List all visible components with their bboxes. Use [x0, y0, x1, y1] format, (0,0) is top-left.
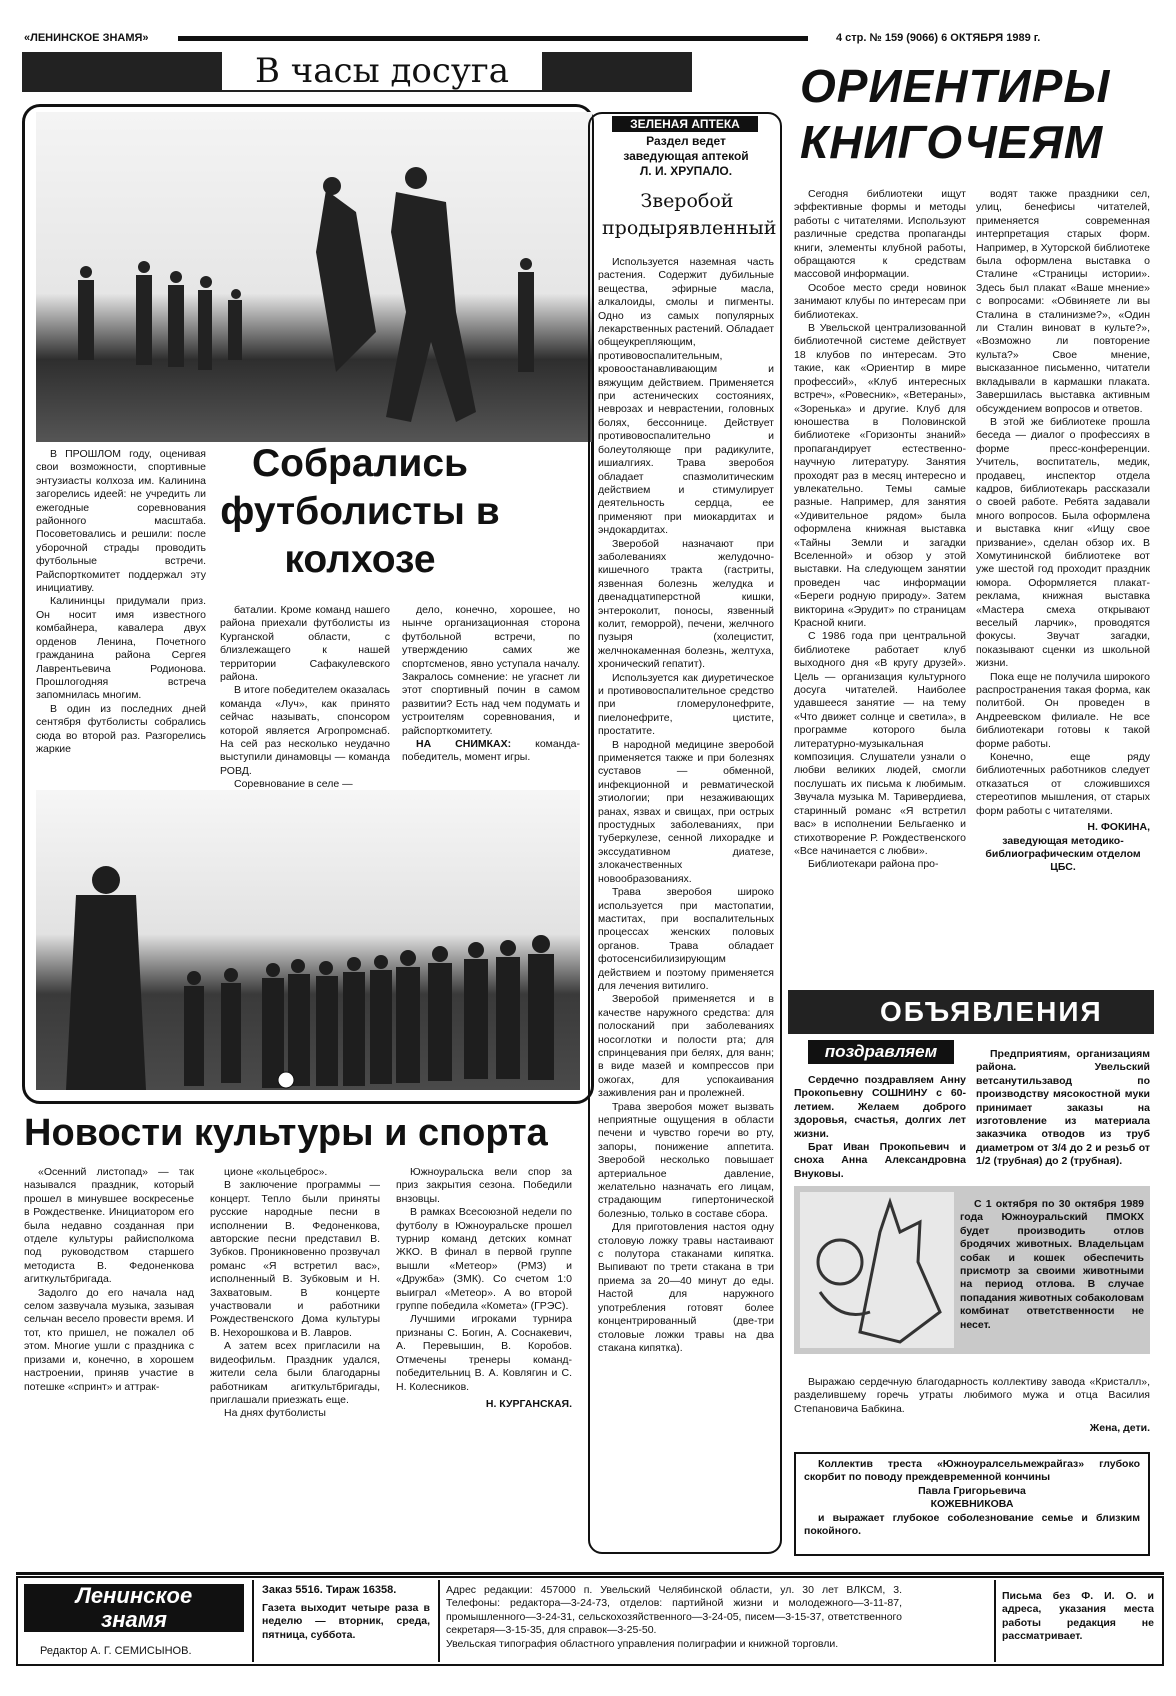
team-photo — [36, 790, 580, 1090]
congrats-sign: Брат Иван Прокопьевич и сноха Анна Александровна Внуковы. — [794, 1141, 966, 1180]
ads-banner: ОБЪЯВЛЕНИЯ — [880, 996, 1103, 1027]
pharmacy-paragraph: Зверобой назначают при заболеваниях желудочно-кишечного тракта (гастриты, язвенная болезнь желудка и двенадцатиперстной кишки, энтероколит, поносы, язвенный колит, геморрой), печени, желчного пузыря (холецистит, желчнокаменная болезнь, желтуха, хронический гепатит). — [598, 537, 774, 671]
footer-address — [446, 1584, 902, 1651]
leisure-paragraph: Калининцы придумали приз. Он носит имя известного комбайнера, кавалера двух орденов Ленина, Почетного гражданина района Сергея Лаврентьевича Родионова. Прошлогодняя встреча запомнилась многим. — [36, 595, 206, 702]
pharmacy-paragraph: Используется как диуретическое и противовоспалительное средство при гломерулонефрите, пиелонефрите, цистите, простатите. — [598, 671, 774, 738]
factory-ad — [976, 1048, 1150, 1169]
obituary — [804, 1458, 1140, 1538]
news-paragraph: На днях футболисты — [224, 1407, 326, 1420]
obituary-line: Коллектив треста «Южноуралсельмежрайгаз» глубоко скорбит по поводу преждевременной кончины — [804, 1458, 1140, 1484]
pharmacy-byline-line: Раздел ведет — [646, 134, 726, 148]
news-column-3 — [396, 1166, 572, 1411]
footer-logo-line: знамя — [101, 1607, 167, 1632]
leisure-paragraph: В ПРОШЛОМ году, оценивая свои возможности, спортивные энтузиасты колхоза им. Калинина загорелись идеей: не учредить ли ежегодные соревнования районного масштаба. Посоветовались и решили: после уборочной страды проводить футбольные встречи. Райспорткомитет поддержал эту инициативу. — [36, 448, 206, 595]
books-headline-line: КНИГОЧЕЯМ — [800, 116, 1104, 168]
leisure-paragraph: В один из последних дней сентября футболисты собрались сюда во второй раз. Разгорелись жаркие — [36, 702, 206, 755]
pharmacy-column — [598, 256, 774, 1355]
news-paragraph: ционе «кольцеброс». — [224, 1166, 328, 1178]
books-paragraph: Сегодня библиотеки ищут эффективные формы и методы работы с читателями. Используют различные средства пропаганды книги, элементы клубной работы, обращаются к средствам массовой информации. — [794, 188, 966, 281]
books-headline-line: ОРИЕНТИРЫ — [800, 60, 1111, 112]
football-game-figures — [36, 112, 592, 442]
footer-order: Заказ 5516. Тираж 16358. — [262, 1584, 397, 1596]
obituary-surname: КОЖЕВНИКОВА — [930, 1498, 1014, 1511]
books-author: Н. ФОКИНА, — [1087, 821, 1150, 834]
books-paragraph: Особое место среди новинок занимают клубы по интересам при библиотеках. — [794, 281, 966, 321]
news-paragraph: В рамках Всесоюзной недели по футболу в Южноуральске прошел турнир команд детских комнат ЖКО. В финал в первой группе вышли «Метеор» (РМЗ) и «Дружба» (ЗМК). Со счетом 1:0 выиграл «Метеор». А во второй группе победила «Комета» (ГРЭС). — [396, 1206, 572, 1313]
thanks-sign: Жена, дети. — [1089, 1422, 1150, 1435]
footer-schedule: Газета выходит четыре раза в неделю — вторник, среда, пятница, суббота. — [262, 1602, 430, 1641]
footer-divider — [994, 1580, 996, 1662]
thanks-text: Выражаю сердечную благодарность коллективу завода «Кристалл», разделившему горечь утраты любимого мужа и отца Василия Степановича Бабкина. — [794, 1376, 1150, 1415]
news-paragraph: Южноуральска вели спор за приз закрытия сезона. Победили внзовцы. — [396, 1166, 572, 1205]
pharmacy-byline-line: заведующая аптекой — [623, 149, 749, 163]
football-game-photo — [36, 112, 592, 442]
books-paragraph: водят также праздники сел, улиц, бенефисы читателей, применяется современная интерпретация старых форм. Например, в Хуторской библиотеке была оформлена выставка о Сталине «Страницы истории». Здесь был плакат «Ваше мнение» с вопросами: «Обвиняете ли вы Сталина в сталинизме?», «Один ли Сталин виноват в культе?», «Возможно ли повторение культа?» Свое мнение, высказанное письменно, читатели вкладывали в кармашки плаката. Завершилась выставка активным обсуждением вопросов и ответов. — [976, 188, 1150, 415]
footer-address-text: Адрес редакции: 457000 п. Увельский Челябинской области, ул. 30 лет ВЛКСМ, 3. Телефоны: редактора—3-24-73, отделов: партийной жизни и молодежного—3-11-87, промышленного—3-24-31, сельскохозяйственного—3-24-05, писем—3-15-37, ответственного секретаря—3-15-35, для справок—3-25-50. — [446, 1584, 902, 1637]
books-paragraph: Пока еще не получила широкого распространения такая форма, как политбой. Он проведен в Андреевском филиале. Не все библиотекари готовы к такой форме работы. — [976, 670, 1150, 750]
issue-line: 4 стр. № 159 (9066) 6 ОКТЯБРЯ 1989 г. — [836, 32, 1041, 44]
leisure-banner: В часы досуга — [222, 52, 542, 90]
leisure-column-3 — [402, 604, 580, 765]
photo-caption-label: НА СНИМКАХ: — [416, 738, 512, 751]
pharmacy-paragraph: Используется наземная часть растения. Содержит дубильные вещества, эфирные масла, алкалоиды, смолы и пигменты. Одно из самых популярных лекарственных растений. Обладает общеукрепляющим, противовоспалительным, кровоостанавливающим и вяжущим действием. Применяется при астенических состояниях, неврозах и неврастении, головных болях, бессоннице. Действует противовоспалительно и болеутоляюще при радикулите, ишиалгиях. Трава зверобоя обладает спазмолитическим действием и стимулирует деятельность сердца, ее применяют при миокардитах и эндокардитах. — [598, 256, 774, 537]
news-paragraph: Лучшими игроками турнира признаны С. Богин, А. Соснакевич, А. Перевышин, В. Коробов. Отмечены тренеры команд-победительниц В. А. Ковлягин и С. Н. Колесников. — [396, 1313, 572, 1393]
thanks-ad — [794, 1376, 1150, 1436]
leisure-paragraph: В итоге победителем оказалась команда «Луч», как принято сейчас называть, спонсором которой является Агропромснаб. На сей раз несколько неудачно выступили динамовцы — команда РОВД. — [220, 684, 390, 777]
congrats-label: поздравляем — [808, 1040, 954, 1064]
leisure-column-2 — [220, 604, 390, 792]
obituary-name: Павла Григорьевича — [918, 1484, 1026, 1497]
pharmacy-paragraph: Трава зверобоя может вызвать неприятные ощущения в области печени и чувство горечи во рту, запоры, понижение аппетита. Зверобой несколько повышает артериальное давление, желательно назначать его лицам, страдающим гипертонической болезнью, только в составе сбора. — [598, 1100, 774, 1220]
obituary-line: и выражает глубокое соболезнование семье и близким покойного. — [804, 1511, 1140, 1538]
cat-illustration — [800, 1192, 954, 1348]
footer-printer: Увельская типография областного управления полиграфии и книжной торговли. — [446, 1637, 839, 1650]
books-paragraph: В Увельской централизованной библиотечной системе действует 18 клубов по интересам. Это такие, как «Ориентир в мире профессий», «Клуб интересных встреч», «Ровесник», «Ветераны», «Зоренька» и другие. Клуб для юношества в Половинской библиотеке «Горизонты знаний» пропагандирует естественно-научную литературу. Занятия проходят раз в месяц интересно и увлекательно. Темы самые разные. Например, для занятия «Удивительное рядом» была оформлена книжная выставка «Тайны Земли и загадки Вселенной» и обзор у этой выставки. На следующем занятии проведен час информации «Береги родную природу». Затем викторина «Эрудит» по страницам Красной книги. — [794, 322, 966, 629]
pharmacy-paragraph: Трава зверобоя широко используется при мастопатии, маститах, при воспалительных процессах женских половых органов. Трава обладает фотосенсибилизирующим действием и поэтому применяется для лечения витилиго. — [598, 886, 774, 992]
pharmacy-paragraph: В народной медицине зверобой применяется также и при болезнях суставов — обменной, инфекционной и ревматической этиологии; при незаживающих ранах, язвах и свищах, при острых простудных заболеваниях, при туберкулезе, сенной лихорадке и экссудативном диатезе, злокачественных новообразованиях. — [598, 738, 774, 885]
congrats-block — [794, 1074, 966, 1181]
books-column-1 — [794, 188, 966, 872]
news-paragraph: Задолго до его начала над селом зазвучала музыка, зазывая сельчан весело провести время. И тот, кто пришел, не пожалел об этом. Многие ушли с праздника с призами и, конечно, в хорошем настроении, приняв участие в потешке «спринт» и аттрак- — [24, 1286, 194, 1393]
leisure-paragraph: дело, конечно, хорошее, но нынче организационная сторона футбольной встречи, по утверждению самих же спортсменов, явно уступала началу. Закралось сомнение: не угаснет ли этот спортивный почин в самом развитии? Есть над чем подумать и устроителям соревнования, и райспорткомитету. — [402, 604, 580, 737]
leisure-paragraph: Соревнование в селе — — [234, 778, 353, 791]
pharmacy-byline — [596, 134, 776, 179]
pharmacy-rubric: ЗЕЛЕНАЯ АПТЕКА — [612, 116, 758, 132]
footer-divider — [252, 1580, 254, 1662]
news-column-2 — [210, 1166, 380, 1421]
books-headline — [800, 58, 1111, 170]
footer-logo-line: Ленинское — [75, 1583, 193, 1608]
books-author-title: заведующая методико-библиографическим отделом ЦБС. — [985, 834, 1141, 874]
books-column-2 — [976, 188, 1150, 875]
pharmacy-paragraph: Зверобой применяется и в качестве наружного средства: для полосканий при заболеваниях носоглотки и полости рта; для спринцевания при белях, для ванн; в виде мазей и компрессов при ожогах, для успокаивания заживления ран и пролежней. — [598, 993, 774, 1100]
leisure-column-1 — [36, 448, 206, 756]
pharmacy-byline-name: Л. И. ХРУПАЛО. — [639, 164, 733, 178]
footer-editor: Редактор А. Г. СЕМИСЫНОВ. — [40, 1645, 192, 1657]
books-paragraph: Конечно, еще ряду библиотечных работников следует отказаться от сложившихся стереотипов мышления, от старых форм работы с читателями. — [976, 751, 1150, 817]
animals-ad — [960, 1198, 1144, 1332]
news-paragraph: «Осенний листопад» — так назывался праздник, который прошел в минувшее воскресенье в Рождественке. Инициатором его была недавно созданная при отделе культуры райисполкома под руководством старшего методиста В. Федоненкова агиткультбригада. — [24, 1166, 194, 1286]
factory-text: Предприятиям, организациям района. Увельский ветсанутильзавод по производству мясокостной муки принимает заказы на изготовление из материала заказчика отводов из труб диаметром от 3/4 до 2 и резьб от 1/2 (трубная) до 2 (трубная). — [976, 1048, 1150, 1168]
footer-logo — [24, 1584, 244, 1632]
congrats-text: Сердечно поздравляем Анну Прокопьевну СОШНИНУ с 60-летием. Желаем доброго здоровья, счастья, долгих лет жизни. — [794, 1074, 966, 1140]
cat-drawing-icon — [800, 1192, 954, 1348]
header-rule — [178, 36, 808, 41]
animals-text: С 1 октября по 30 октября 1989 года Южноуральский ПМОКХ будет производить отлов бродячих животных. Владельцам собак и кошек обеспечить присмотр за своими животными на период отлова. В случае попадания животных собаколовам комбинат ответственности не несет. — [960, 1198, 1144, 1331]
books-paragraph: В этой же библиотеке прошла беседа — диалог о профессиях в форме пресс-конференции. Учитель, воспитатель, медик, продавец, инспектор отдела кадров, библиотекарь рассказали о своей работе. Ребята задавали много вопросов. Была оформлена и выставка книг «Ищу свое призвание», сделан обзор их. В Хомутининской библиотеке вот уже шестой год проходит праздник юмора. Оформляется плакат-реклама, книжная выставка «Мастера смеха открывают веселый ларчик», проводятся фокусы. Звучат загадки, показывают сценки из школьной жизни. — [976, 415, 1150, 670]
books-paragraph: Библиотекари района про- — [808, 858, 939, 871]
news-author: Н. КУРГАНСКАЯ. — [485, 1397, 572, 1410]
leisure-headline: Собрались футболисты в колхозе — [220, 442, 500, 581]
pharmacy-paragraph: Для приготовления настоя одну столовую ложку травы настаивают с полутора стаканами кипятка. Выпивают по трети стакана в три приема за 20—40 минут до еды. Настой для наружного употребления готовят более концентрированный (две-три столовые ложки травы на два стакана кипятка). — [598, 1221, 774, 1354]
news-headline: Новости культуры и спорта — [24, 1112, 548, 1154]
books-paragraph: С 1986 года при центральной библиотеке работает клуб выходного дня «В кругу друзей». Цель — организация культурного досуга читателей. Наиболее удавшееся занятие — на тему «Что движет солнце и светила», в программе которого была литературно-музыкальная композиция. Слушатели узнали о любви великих людей, смогли послушать их письма к любимым. Звучала музыка М. Таривердиева, старинный романс «Я встретил вас» в исполнении Бельгаенко и стихотворение Р. Рождественского «Все начинается с любви». — [794, 630, 966, 857]
footer-divider — [438, 1580, 440, 1662]
news-column-1 — [24, 1166, 194, 1394]
news-paragraph: В заключение программы — концерт. Тепло были приняты русские народные песни в исполнении В. Федоненкова, авторские песни представил В. Зубков. Проникновенно прозвучал романс «Я встретил вас», исполненный В. Зубковым и Н. Захватовым. В концерте участвовали и работники Рождественского Дома культуры В. Нехорошкова и В. Лавров. — [210, 1179, 380, 1339]
leisure-paragraph: баталии. Кроме команд нашего района приехали футболисты из Курганской области, с близлежащего к нашей территории Сафакулевского района. — [220, 604, 390, 684]
paper-name: «ЛЕНИНСКОЕ ЗНАМЯ» — [24, 32, 149, 44]
pharmacy-title: Зверобой продырявленный — [602, 190, 777, 239]
team-figures — [36, 790, 580, 1090]
news-paragraph: А затем всех пригласили на видеофильм. Праздник удался, жители села были благодарны работникам агиткультбригады, приглашали приезжать еще. — [210, 1340, 380, 1406]
footer-letters: Письма без Ф. И. О. и адреса, указания места работы редакция не рассматривает. — [1002, 1590, 1154, 1643]
footer-rule — [16, 1572, 1164, 1575]
photo-caption: команда-победитель, момент игры. — [402, 738, 580, 764]
